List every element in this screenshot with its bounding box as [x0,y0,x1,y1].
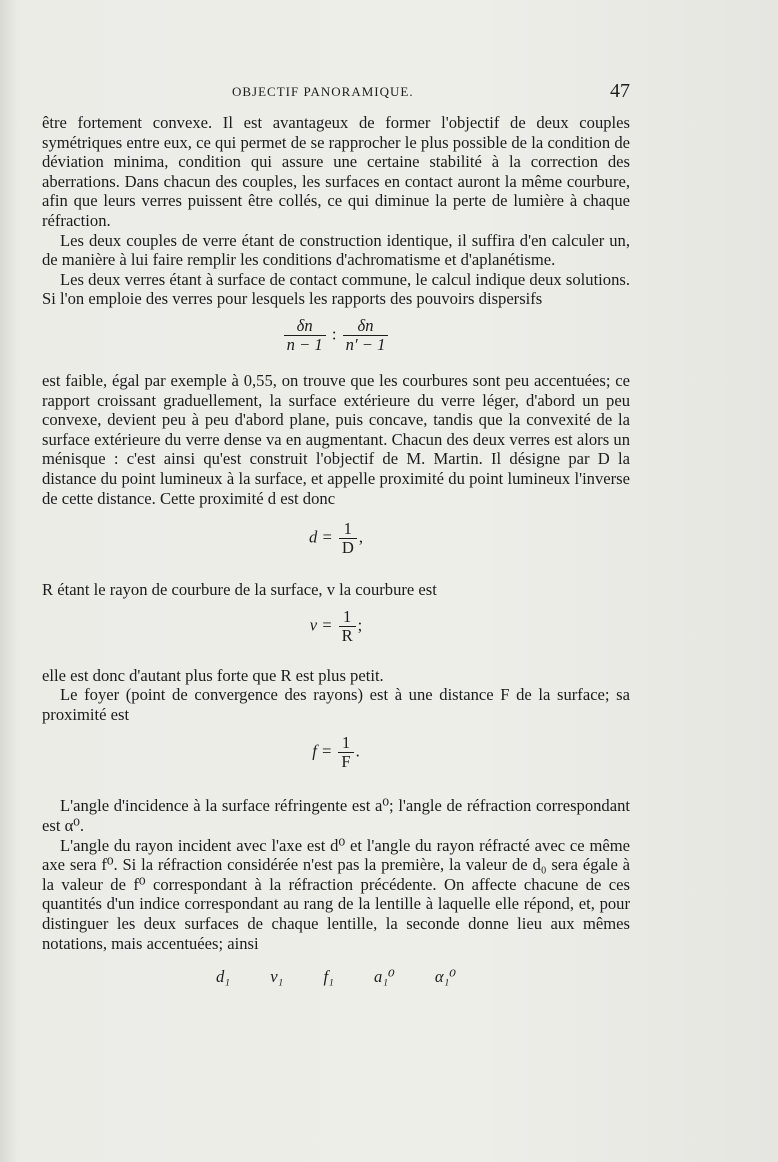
paragraph-9: L'angle du rayon incident avec l'axe est d⁰ et l'angle du rayon réfracté avec ce même axe sera f⁰. Si la réfraction considérée n'est pas la première, la valeur de d₀ sera égale à la valeur de f⁰ correspondant à la réfraction précédente. On affecte chacune de ces quantités d'un indice correspondant au rang de la lentille à laquelle elle répond, et, pour distinguer les deux surfaces de chaque lentille, la seconde donne lieu aux mêmes notations, mais accentuées; ainsi [42,835,630,953]
numerator: 1 [338,734,353,753]
equation-lhs: f = [312,741,333,761]
fraction [339,520,357,557]
fraction-left [284,317,326,354]
paragraph-8: L'angle d'incidence à la surface réfringente est a⁰; l'angle de réfraction correspondant est α⁰. [42,796,630,836]
equation-punctuation: . [355,741,360,761]
numerator: δn [343,317,389,336]
paragraph-6: elle est donc d'autant plus forte que R est plus petit. [42,665,384,685]
page-header [42,80,630,104]
numerator: 1 [339,608,356,627]
notation-row [42,967,630,987]
notation-d1: d₁ [215,967,231,987]
fraction-right [343,317,389,354]
numerator: δn [284,317,326,336]
paragraph-4: est faible, égal par exemple à 0,55, on trouve que les courbures sont peu accentuées; ce rapport croissant graduellement, la surface extérieure du verre léger, d'abord un peu convexe, devient peu à peu d'abord plane, puis concave, tandis que la convexité de la surface extérieure du verre dense va en augmentant. Chacun des deux verres est alors un ménisque : c'est ainsi qu'est construit l'objectif de M. Martin. Il désigne par D la distance du point lumineux à la surface, et appelle proximité du point lumineux l'inverse de cette distance. Cette proximité d est donc [42,370,630,508]
notation-f1: f₁ [323,967,334,987]
ratio-separator: : [331,324,337,344]
paragraph-5: R étant le rayon de courbure de la surface, v la courbure est [42,580,437,600]
numerator: 1 [339,520,357,539]
equation-focus-proximity [42,734,630,774]
denominator: D [341,538,354,558]
paragraph-2: Les deux couples de verre étant de construction identique, il suffira d'en calculer un, de manière à lui faire remplir les conditions d'achromatisme et d'aplanétisme. [42,230,630,270]
equation-lhs: v = [309,615,333,634]
denominator: n′ − 1 [345,334,386,354]
fraction [339,608,356,645]
equation-punctuation: , [358,527,363,547]
denominator: R [341,625,353,645]
equation-proximity [42,520,630,560]
running-title: OBJECTIF PANORAMIQUE. [232,84,414,99]
notation-v1: v₁ [270,967,284,987]
denominator: n − 1 [286,334,323,354]
fraction [338,734,353,771]
equation-lhs: d = [309,527,333,547]
paragraph-7: Le foyer (point de convergence des rayons) est à une distance F de la surface; sa proximité est [42,685,630,724]
equation-curvature [42,608,630,648]
paragraph-1: être fortement convexe. Il est avantageux de former l'objectif de deux couples symétriques entre eux, ce qui permet de se rapprocher le plus possible de la condition de déviation minima, condition qui assure une certaine stabilité à la correction des aberrations. Dans chacun des couples, les surfaces en contact auront la même courbure, afin que leurs verres puissent être collés, ce qui diminue la perte de lumière à chaque réfraction. [42,113,630,230]
body-text [42,113,630,987]
page-number: 47 [610,80,630,102]
equation-dispersive-ratio [42,317,630,363]
notation-alpha1: α₁⁰ [434,967,457,987]
denominator: F [341,752,351,772]
notation-a1: a₁⁰ [374,967,395,987]
paragraph-3: Les deux verres étant à surface de contact commune, le calcul indique deux solutions. Si l'on emploie des verres pour lesquels les rapports des pouvoirs dispersifs [42,269,630,309]
equation-punctuation: ; [357,615,363,634]
